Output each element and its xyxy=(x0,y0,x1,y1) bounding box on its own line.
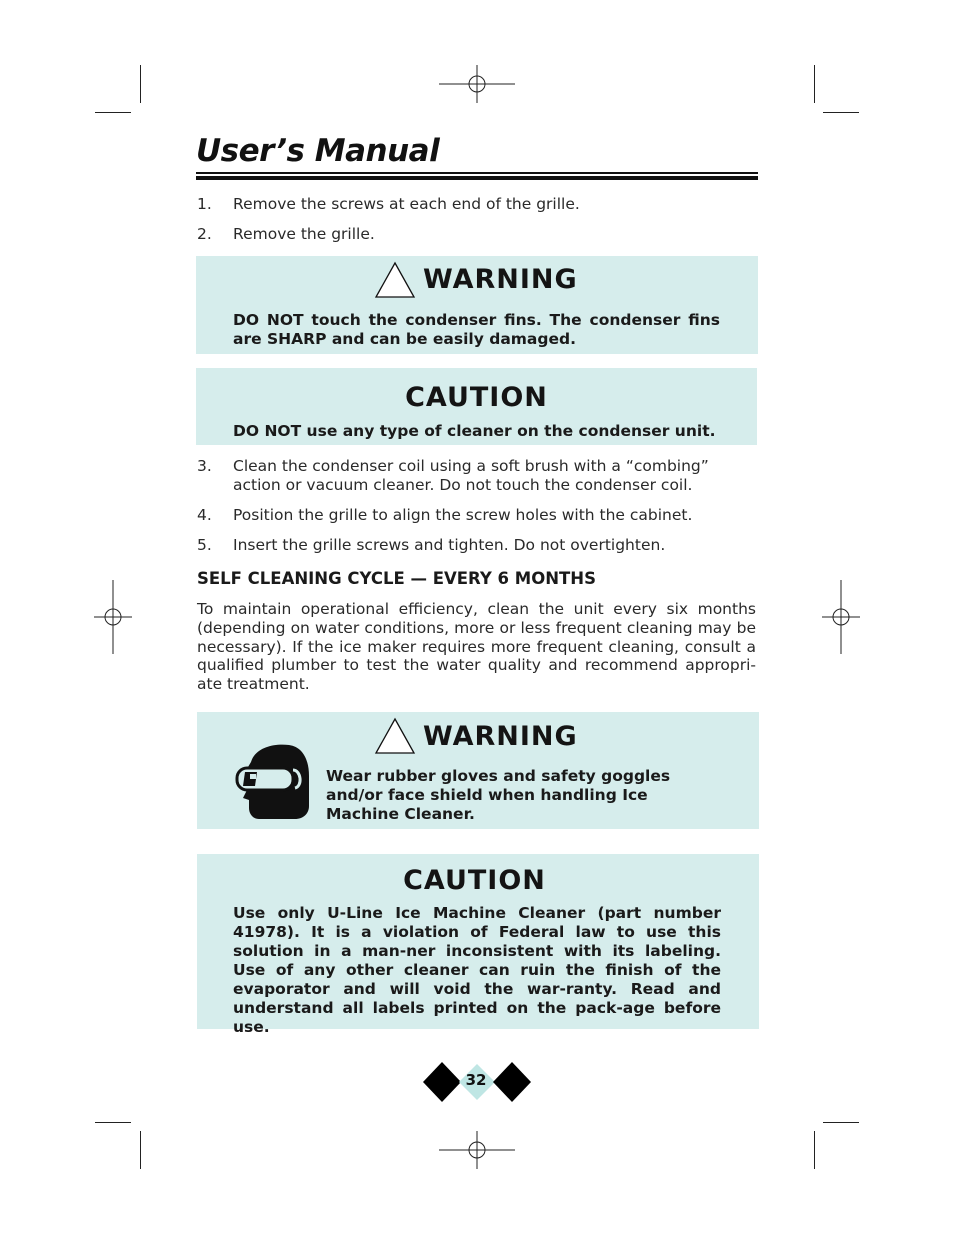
step-number: 2. xyxy=(197,225,212,243)
crop-mark xyxy=(95,1122,131,1123)
warning-triangle-icon xyxy=(374,717,416,755)
registration-mark-icon xyxy=(439,1131,515,1169)
crop-mark xyxy=(814,65,815,103)
caution-box xyxy=(197,854,759,1036)
step-text: Position the grille to align the screw holes with the cabinet. xyxy=(233,506,693,524)
crop-mark xyxy=(140,65,141,103)
section-paragraph: To maintain operational efficiency, clean the unit every six months (depending on water conditions, more or less frequent cleaning may be necessary). If the ice maker requires more frequent cleaning, consult a qualified plumber to test the water quality and recommend appropri-ate treatment. xyxy=(197,600,756,694)
warning-text: Wear rubber gloves and safety goggles and/or face shield when handling Ice Machine Cleaner. xyxy=(326,767,671,823)
crop-mark xyxy=(140,1131,141,1169)
step-text: Remove the screws at each end of the grille. xyxy=(233,195,580,213)
caution-text: Use only U-Line Ice Machine Cleaner (part number 41978). It is a violation of Federal law to use this solution in a man-ner inconsistent with its labeling. Use of any other cleaner can ruin the finish of the evaporator and will void the war-ranty. Read and understand all labels printed on the pack-age before use. xyxy=(233,904,721,1036)
step-text: Clean the condenser coil using a soft brush with a “combing” action or vacuum cleaner. Do not touch the condenser coil. xyxy=(233,457,709,494)
caution-heading: CAUTION xyxy=(405,382,548,413)
registration-mark-icon xyxy=(439,65,515,103)
warning-box xyxy=(197,712,759,829)
section-heading: SELF CLEANING CYCLE — EVERY 6 MONTHS xyxy=(197,569,596,588)
warning-heading: WARNING xyxy=(423,721,578,752)
caution-text: DO NOT use any type of cleaner on the condenser unit. xyxy=(233,422,716,440)
safety-goggles-icon xyxy=(233,742,311,822)
step-number: 4. xyxy=(197,506,212,524)
crop-mark xyxy=(823,1122,859,1123)
step-number: 5. xyxy=(197,536,212,554)
crop-mark xyxy=(95,112,131,113)
warning-text: DO NOT touch the condenser fins. The condenser fins are SHARP and can be easily damaged. xyxy=(233,311,720,348)
caution-heading: CAUTION xyxy=(403,865,546,896)
registration-mark-icon xyxy=(94,580,132,654)
warning-heading: WARNING xyxy=(423,264,578,295)
header-rule xyxy=(196,176,758,180)
registration-mark-icon xyxy=(822,580,860,654)
page-number: 32 xyxy=(465,1071,487,1089)
warning-triangle-icon xyxy=(374,261,416,299)
caution-box xyxy=(196,368,757,445)
warning-box xyxy=(196,256,758,354)
step-text: Insert the grille screws and tighten. Do not overtighten. xyxy=(233,536,666,554)
step-text: Remove the grille. xyxy=(233,225,375,243)
header-rule xyxy=(196,172,758,174)
step-number: 1. xyxy=(197,195,212,213)
page-title: User’s Manual xyxy=(196,133,440,169)
crop-mark xyxy=(823,112,859,113)
step-number: 3. xyxy=(197,457,212,475)
crop-mark xyxy=(814,1131,815,1169)
